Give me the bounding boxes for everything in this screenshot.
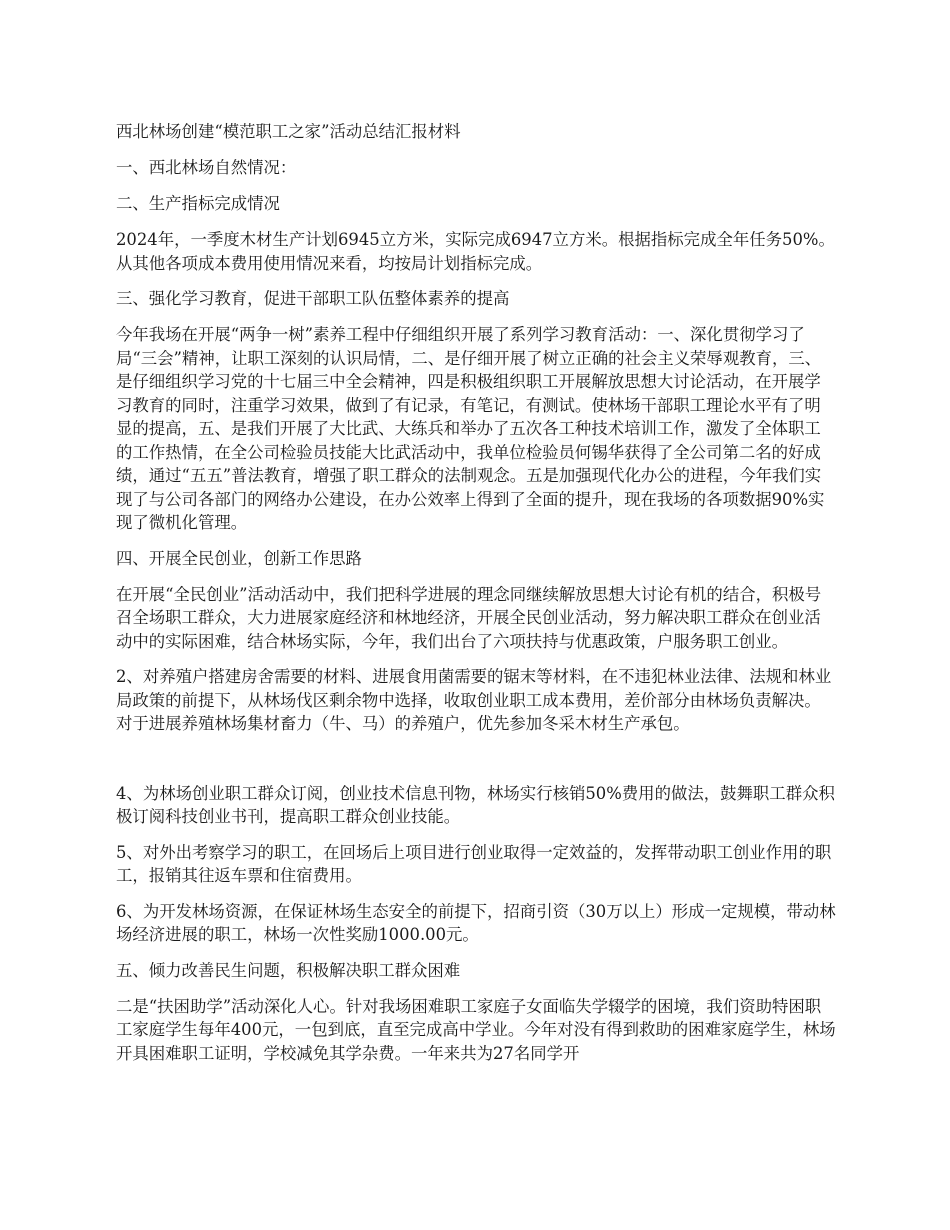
- list-item-2: 2、对养殖户搭建房舍需要的材料、进展食用菌需要的锯末等材料，在不违犯林业法律、法规和林业局政策的前提下，从林场伐区剩余物中选择，收取创业职工成本费用，差价部分由林场负责解决。对于进展养殖林场集材畜力（牛、马）的养殖户，优先参加冬采木材生产承包。: [116, 667, 832, 733]
- section-heading-1: 一、西北林场自然情况：: [116, 158, 297, 177]
- paragraph-aid: 二是“扶困助学”活动深化人心。针对我场困难职工家庭子女面临失学辍学的困境，我们资助特困职工家庭学生每年400元，一包到底，直至完成高中学业。今年对没有得到救助的困难家庭学生，林场开具困难职工证明，学校减免其学杂费。一年来共为27名同学开: [116, 996, 836, 1063]
- paragraph-entrepreneur: 在开展“全民创业”活动活动中，我们把科学进展的理念同继续解放思想大讨论有机的结合，积极号召全场职工群众，大力进展家庭经济和林地经济，开展全民创业活动，努力解决职工群众在创业活动中的实际困难，结合林场实际，今年，我们出台了六项扶持与优惠政策，户服务职工创业。: [116, 584, 822, 651]
- list-item-5: 5、对外出考察学习的职工，在回场后上项目进行创业取得一定效益的，发挥带动职工创业作用的职工，报销其往返车票和住宿费用。: [116, 842, 832, 885]
- list-item-4: 4、为林场创业职工群众订阅，创业技术信息刊物，林场实行核销50%费用的做法，鼓舞职工群众积极订阅科技创业书刊，提高职工群众创业技能。: [116, 783, 835, 826]
- document-title: 西北林场创建“模范职工之家”活动总结汇报材料: [116, 122, 461, 141]
- list-item-6: 6、为开发林场资源，在保证林场生态安全的前提下，招商引资（30万以上）形成一定规模，带动林场经济进展的职工，林场一次性奖励1000.00元。: [116, 901, 836, 944]
- section-heading-2: 二、生产指标完成情况: [116, 194, 280, 213]
- paragraph-study: 今年我场在开展“两争一树”素养工程中仔细组织开展了系列学习教育活动：一、深化贯彻学习了局“三会”精神，让职工深刻的认识局情，二、是仔细开展了树立正确的社会主义荣辱观教育，三、是仔细组织学习党的十七届三中全会精神，四是积极组织职工开展解放思想大讨论活动，在开展学习教育的同时，注重学习效果，做到了有记录，有笔记，有测试。使林场干部职工理论水平有了明显的提高，五、是我们开展了大比武、大练兵和举办了五次各工种技术培训工作，激发了全体职工的工作热情，在全公司检验员技能大比武活动中，我单位检验员何锡华获得了全公司第二名的好成绩，通过“五五”普法教育，增强了职工群众的法制观念。五是加强现代化办公的进程，今年我们实现了与公司各部门的网络办公建设，在办公效率上得到了全面的提升，现在我场的各项数据90%实现了微机化管理。: [116, 325, 825, 532]
- section-heading-5: 五、倾力改善民生问题，积极解决职工群众困难: [116, 960, 461, 980]
- document-page: [116, 120, 836, 1077]
- paragraph-production: 2024年，一季度木材生产计划6945立方米，实际完成6947立方米。根据指标完成全年任务50%。从其他各项成本费用使用情况来看，均按局计划指标完成。: [116, 230, 835, 273]
- section-heading-3: 三、强化学习教育，促进干部职工队伍整体素养的提高: [116, 289, 510, 308]
- blank-gap: [116, 748, 836, 782]
- section-heading-4: 四、开展全民创业，创新工作思路: [116, 548, 362, 568]
